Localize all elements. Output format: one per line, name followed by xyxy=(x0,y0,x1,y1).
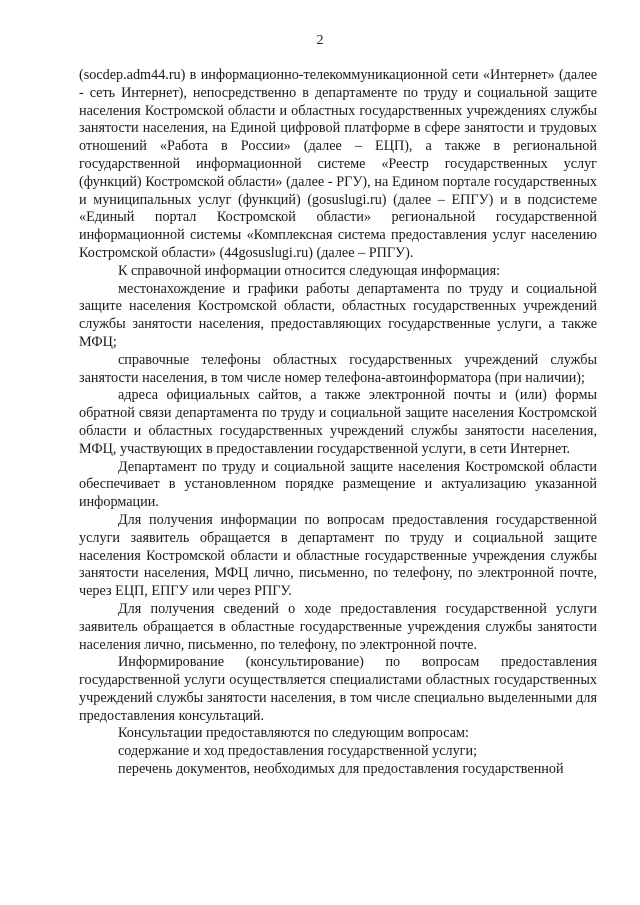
paragraph-topic-content: содержание и ход предоставления государственной услуги; xyxy=(118,743,478,760)
paragraph-reference-phones: справочные телефоны областных государственных учреждений службы занятости населения, в том числе номер телефона-автоинформатора (при наличии); xyxy=(79,351,597,386)
paragraph-websites-emails: адреса официальных сайтов, а также электронной почты и (или) формы обратной связи департамента по труду и социальной защите населения Костромской области и областных государственных учреждений службы занятости населения, МФЦ, участвующих в предоставлении государственной услуги, в сети Интернет. xyxy=(79,387,597,457)
page-number: 2 xyxy=(316,33,324,48)
paragraph-consultation-topics: Консультации предоставляются по следующим вопросам: xyxy=(118,725,469,742)
paragraph-consulting: Информирование (консультирование) по вопросам предоставления государственной услуги осуществляется специалистами областных государственных учреждений службы занятости населения, в том числе специально выделенными для предоставления консультаций. xyxy=(79,654,597,724)
paragraph-locations-schedules: местонахождение и графики работы департамента по труду и социальной защите населения Костромской области, областных государственных учреждений службы занятости населения, предоставляющих государственные услуги, а также МФЦ; xyxy=(79,280,597,350)
paragraph-reference-info-intro: К справочной информации относится следующая информация: xyxy=(118,262,501,279)
paragraph-department-updates: Департамент по труду и социальной защите населения Костромской области обеспечивает в установленном порядке размещение и актуализацию указанной информации. xyxy=(79,458,597,511)
paragraph-topic-documents: перечень документов, необходимых для предоставления государственной xyxy=(118,761,564,778)
paragraph-how-to-get-info: Для получения информации по вопросам предоставления государственной услуги заявитель обращается в департамент по труду и социальной защите населения Костромской области и областные государственные учреждения службы занятости населения, МФЦ лично, письменно, по телефону, по электронной почте, через ЕЦП, ЕПГУ или через РПГУ. xyxy=(79,511,597,600)
paragraph-continuation-sources: (socdep.adm44.ru) в информационно-телекоммуникационной сети «Интернет» (далее - сеть Интернет), непосредственно в департаменте по труду и социальной защите населения Костромской области и областных государственных учреждениях службы занятости населения, на Единой цифровой платформе в сфере занятости и трудовых отношений «Работа в России» (далее – ЕЦП), а также в региональной государственной информационной системе «Реестр государственных услуг (функций) Костромской области» (далее - РГУ), на Едином портале государственных и муниципальных услуг (функций) (gosuslugi.ru) (далее – ЕПГУ) и в подсистеме «Единый портал Костромской области» региональной государственной информационной системы «Комплексная система предоставления услуг населению Костромской области» (44gosuslugi.ru) (далее – РПГУ). xyxy=(79,67,597,261)
paragraph-service-progress: Для получения сведений о ходе предоставления государственной услуги заявитель обращается в областные государственные учреждения службы занятости населения лично, письменно, по телефону, по электронной почте. xyxy=(79,600,597,653)
document-body xyxy=(79,67,597,779)
